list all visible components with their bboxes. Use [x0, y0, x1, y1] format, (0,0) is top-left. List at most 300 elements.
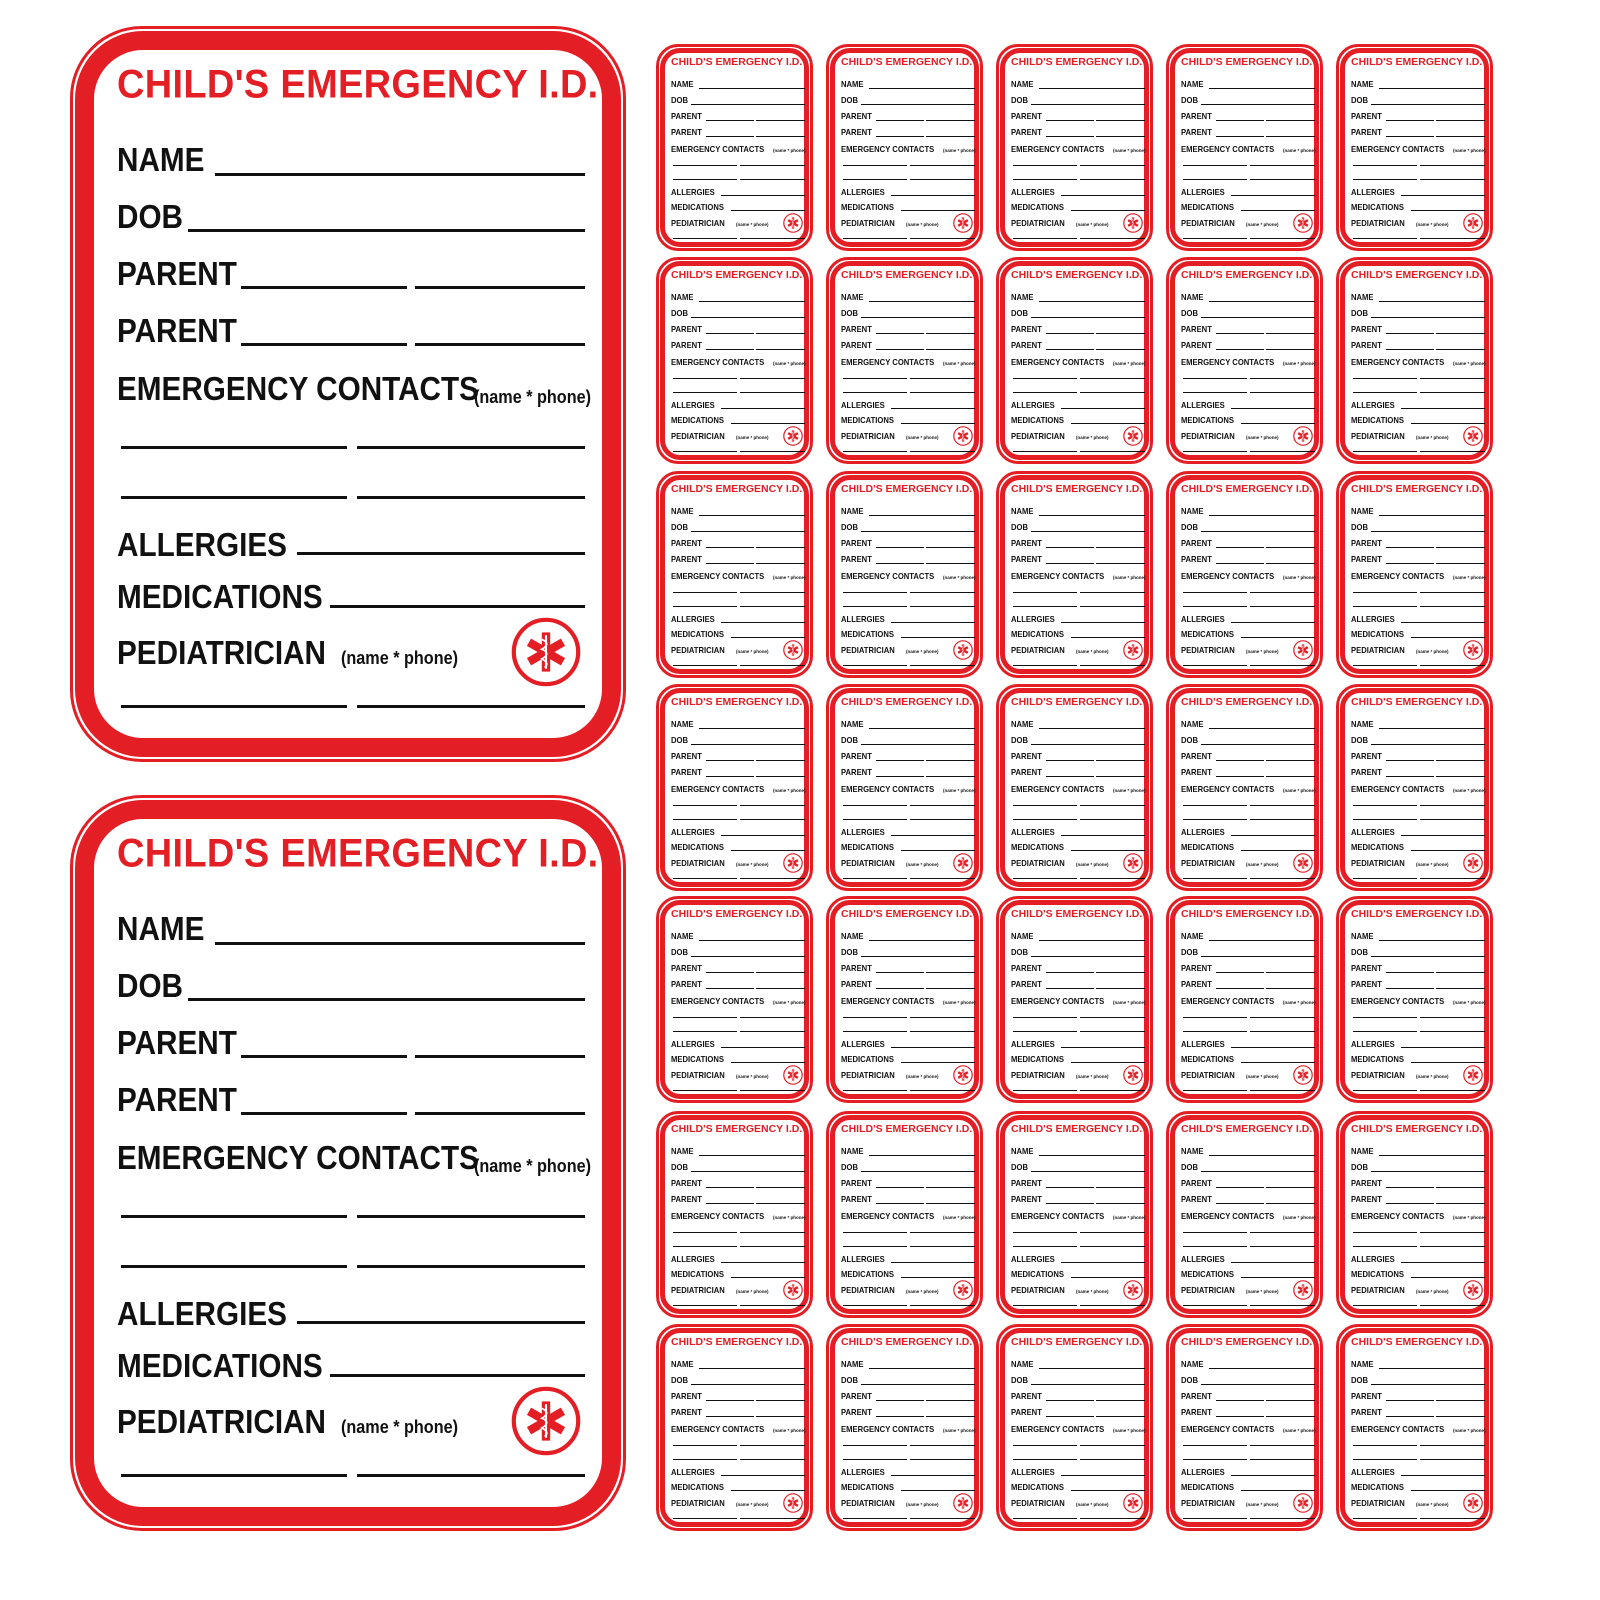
allergies-line [1401, 195, 1485, 196]
parent-line [926, 333, 975, 334]
parent-label: PARENT [1351, 340, 1382, 350]
name-label: NAME [671, 292, 694, 302]
parent-line [1436, 988, 1485, 989]
contact-line [673, 1246, 737, 1247]
card-title: CHILD'S EMERGENCY I.D. [1011, 908, 1143, 920]
medications-label: MEDICATIONS [841, 629, 894, 639]
medications-line [1411, 1277, 1485, 1278]
parent-line [1096, 1187, 1145, 1188]
parent-line [706, 1416, 754, 1417]
name-line [699, 515, 805, 516]
dob-line [1031, 1171, 1145, 1172]
pediatrician-line [843, 1090, 907, 1091]
medications-label: MEDICATIONS [1351, 1269, 1404, 1279]
parent-label: PARENT [117, 255, 237, 292]
dob-label: DOB [841, 522, 859, 532]
parent-line [1046, 1203, 1094, 1204]
pediatrician-note: (name * phone) [1416, 1074, 1449, 1079]
emergency-contacts-label: EMERGENCY CONTACTS [1011, 144, 1105, 154]
parent-line [415, 1112, 585, 1115]
contact-line [1183, 606, 1247, 607]
allergies-line [891, 1262, 975, 1263]
dob-line [1031, 744, 1145, 745]
parent-label: PARENT [1011, 1391, 1042, 1401]
contact-line [843, 1445, 907, 1446]
pediatrician-line [1420, 665, 1485, 666]
medications-line [901, 637, 975, 638]
parent-line [1436, 1203, 1485, 1204]
name-label: NAME [1351, 79, 1374, 89]
star-of-life-icon [511, 1386, 581, 1456]
pediatrician-line [673, 665, 737, 666]
dob-label: DOB [1351, 947, 1369, 957]
parent-label: PARENT [841, 751, 872, 761]
small-id-card [1166, 471, 1323, 678]
contact-line [357, 446, 585, 449]
contact-line [1183, 1445, 1247, 1446]
medications-line [731, 423, 805, 424]
parent-line [756, 547, 805, 548]
parent-line [1436, 136, 1485, 137]
name-line [1209, 515, 1315, 516]
parent-line [756, 1400, 805, 1401]
pediatrician-note: (name * phone) [1416, 435, 1449, 440]
contact-line [1420, 819, 1485, 820]
parent-label: PARENT [1181, 538, 1212, 548]
name-line [1379, 728, 1485, 729]
pediatrician-note: (name * phone) [1076, 1502, 1109, 1507]
parent-line [1436, 120, 1485, 121]
medications-label: MEDICATIONS [1351, 842, 1404, 852]
dob-line [188, 998, 585, 1001]
name-label: NAME [671, 719, 694, 729]
parent-line [1046, 972, 1094, 973]
parent-line [876, 760, 924, 761]
pediatrician-label: PEDIATRICIAN [671, 858, 725, 868]
card-title: CHILD'S EMERGENCY I.D. [1351, 696, 1483, 708]
allergies-line [1231, 622, 1315, 623]
small-id-card [1166, 1111, 1323, 1318]
dob-line [691, 1171, 805, 1172]
allergies-line [1231, 408, 1315, 409]
pediatrician-line [740, 665, 805, 666]
contacts-note: (name * phone) [773, 1215, 806, 1220]
contacts-note: (name * phone) [943, 788, 976, 793]
contact-line [1013, 165, 1077, 166]
contacts-note: (name * phone) [943, 1215, 976, 1220]
parent-line [1386, 760, 1434, 761]
contact-line [673, 392, 737, 393]
contact-line [673, 1017, 737, 1018]
parent-line [1216, 1416, 1264, 1417]
dob-label: DOB [1351, 308, 1369, 318]
pediatrician-line [1183, 878, 1247, 879]
dob-label: DOB [671, 947, 689, 957]
emergency-contacts-label: EMERGENCY CONTACTS [841, 1424, 935, 1434]
allergies-label: ALLERGIES [1351, 1467, 1395, 1477]
contact-line [740, 179, 805, 180]
parent-label: PARENT [1351, 751, 1382, 761]
star-of-life-icon [783, 1065, 803, 1085]
name-line [1039, 728, 1145, 729]
contact-line [1013, 179, 1077, 180]
pediatrician-label: PEDIATRICIAN [1351, 431, 1405, 441]
parent-line [706, 988, 754, 989]
allergies-label: ALLERGIES [1011, 400, 1055, 410]
dob-label: DOB [671, 1162, 689, 1172]
contacts-note: (name * phone) [1283, 148, 1316, 153]
medications-line [1071, 1277, 1145, 1278]
card-title: CHILD'S EMERGENCY I.D. [671, 1336, 803, 1348]
parent-line [706, 760, 754, 761]
medications-line [901, 423, 975, 424]
contact-line [1353, 1246, 1417, 1247]
star-of-life-icon [953, 853, 973, 873]
parent-label: PARENT [1011, 1407, 1042, 1417]
medications-label: MEDICATIONS [841, 842, 894, 852]
small-id-card [1336, 896, 1493, 1103]
contact-line [843, 1459, 907, 1460]
parent-line [1436, 1187, 1485, 1188]
contact-line [1420, 1232, 1485, 1233]
parent-line [415, 343, 585, 346]
card-title: CHILD'S EMERGENCY I.D. [841, 696, 973, 708]
contact-line [121, 1265, 347, 1268]
emergency-contacts-label: EMERGENCY CONTACTS [841, 1211, 935, 1221]
name-line [1209, 301, 1315, 302]
dob-label: DOB [1351, 735, 1369, 745]
name-label: NAME [1351, 719, 1374, 729]
parent-line [1216, 563, 1264, 564]
dob-line [861, 317, 975, 318]
contact-line [1353, 1232, 1417, 1233]
pediatrician-line [1250, 451, 1315, 452]
dob-line [691, 1384, 805, 1385]
card-title: CHILD'S EMERGENCY I.D. [1181, 56, 1313, 68]
parent-label: PARENT [1011, 979, 1042, 989]
contacts-note: (name * phone) [1283, 361, 1316, 366]
name-line [869, 301, 975, 302]
star-of-life-icon [1123, 640, 1143, 660]
contact-line [1080, 1232, 1145, 1233]
medications-label: MEDICATIONS [1351, 202, 1404, 212]
star-of-life-icon [1463, 1493, 1483, 1513]
name-label: NAME [671, 79, 694, 89]
allergies-label: ALLERGIES [1181, 400, 1225, 410]
dob-line [1371, 317, 1485, 318]
small-id-card [1336, 257, 1493, 464]
star-of-life-icon [953, 1493, 973, 1513]
parent-label: PARENT [1011, 1178, 1042, 1188]
contact-line [1080, 1017, 1145, 1018]
emergency-contacts-label: EMERGENCY CONTACTS [1181, 1211, 1275, 1221]
dob-line [861, 744, 975, 745]
name-line [699, 88, 805, 89]
medications-label: MEDICATIONS [671, 629, 724, 639]
pediatrician-line [1420, 451, 1485, 452]
pediatrician-line [673, 1518, 737, 1519]
parent-label: PARENT [1011, 127, 1042, 137]
medications-label: MEDICATIONS [1011, 1482, 1064, 1492]
contacts-note: (name * phone) [773, 1000, 806, 1005]
contact-line [1080, 606, 1145, 607]
name-label: NAME [1011, 931, 1034, 941]
card-title: CHILD'S EMERGENCY I.D. [1181, 483, 1313, 495]
allergies-line [721, 622, 805, 623]
contacts-note: (name * phone) [943, 148, 976, 153]
contact-line [843, 165, 907, 166]
name-label: NAME [117, 141, 205, 178]
contact-line [1013, 1246, 1077, 1247]
parent-line [1046, 1416, 1094, 1417]
allergies-label: ALLERGIES [1181, 187, 1225, 197]
dob-line [691, 317, 805, 318]
medications-line [901, 210, 975, 211]
small-id-card [826, 1324, 983, 1531]
contacts-note: (name * phone) [943, 361, 976, 366]
pediatrician-label: PEDIATRICIAN [841, 1498, 895, 1508]
pediatrician-line [1250, 1090, 1315, 1091]
contact-line [1250, 805, 1315, 806]
pediatrician-line [1353, 451, 1417, 452]
allergies-label: ALLERGIES [1351, 827, 1395, 837]
star-of-life-icon [1293, 213, 1313, 233]
parent-line [1046, 1400, 1094, 1401]
pediatrician-label: PEDIATRICIAN [1351, 1070, 1405, 1080]
dob-line [1201, 956, 1315, 957]
large-id-card [70, 26, 626, 762]
parent-line [706, 1203, 754, 1204]
contact-line [1353, 1445, 1417, 1446]
pediatrician-line [910, 238, 975, 239]
pediatrician-note: (name * phone) [736, 1074, 769, 1079]
parent-line [926, 120, 975, 121]
parent-label: PARENT [1351, 324, 1382, 334]
pediatrician-line [740, 1305, 805, 1306]
parent-line [876, 1400, 924, 1401]
star-of-life-icon [1293, 1280, 1313, 1300]
pediatrician-line [1183, 665, 1247, 666]
small-id-card [656, 1111, 813, 1318]
parent-line [1386, 1187, 1434, 1188]
medications-label: MEDICATIONS [671, 1054, 724, 1064]
parent-line [756, 349, 805, 350]
star-of-life-icon [1123, 213, 1143, 233]
card-title: CHILD'S EMERGENCY I.D. [671, 56, 803, 68]
parent-line [1266, 563, 1315, 564]
emergency-contacts-label: EMERGENCY CONTACTS [1011, 996, 1105, 1006]
allergies-label: ALLERGIES [1011, 187, 1055, 197]
emergency-contacts-label: EMERGENCY CONTACTS [1181, 571, 1275, 581]
pediatrician-note: (name * phone) [1246, 1074, 1279, 1079]
contact-line [910, 165, 975, 166]
parent-line [876, 333, 924, 334]
allergies-label: ALLERGIES [1011, 1254, 1055, 1264]
medications-label: MEDICATIONS [1181, 415, 1234, 425]
parent-label: PARENT [841, 127, 872, 137]
card-title: CHILD'S EMERGENCY I.D. [841, 483, 973, 495]
contact-line [1353, 1459, 1417, 1460]
pediatrician-line [1353, 1090, 1417, 1091]
contacts-note: (name * phone) [1453, 361, 1486, 366]
dob-label: DOB [671, 95, 689, 105]
star-of-life-icon [1293, 640, 1313, 660]
name-line [1209, 728, 1315, 729]
name-label: NAME [1351, 1146, 1374, 1156]
dob-label: DOB [1181, 947, 1199, 957]
medications-label: MEDICATIONS [1011, 1054, 1064, 1064]
dob-line [691, 956, 805, 957]
card-title: CHILD'S EMERGENCY I.D. [671, 483, 803, 495]
dob-line [1371, 956, 1485, 957]
contact-line [1250, 1459, 1315, 1460]
parent-line [706, 136, 754, 137]
small-id-card [996, 684, 1153, 891]
contact-line [1353, 805, 1417, 806]
parent-line [876, 120, 924, 121]
parent-line [1216, 988, 1264, 989]
star-of-life-icon [783, 853, 803, 873]
emergency-contacts-label: EMERGENCY CONTACTS [1181, 996, 1275, 1006]
small-id-card [826, 257, 983, 464]
contact-line [1353, 1017, 1417, 1018]
parent-label: PARENT [117, 1024, 237, 1061]
medications-label: MEDICATIONS [841, 1269, 894, 1279]
small-id-card [1336, 471, 1493, 678]
small-id-card [996, 257, 1153, 464]
pediatrician-line [910, 878, 975, 879]
parent-label: PARENT [841, 324, 872, 334]
allergies-label: ALLERGIES [1351, 400, 1395, 410]
name-line [869, 728, 975, 729]
parent-line [1266, 547, 1315, 548]
emergency-contacts-label: EMERGENCY CONTACTS [1011, 1211, 1105, 1221]
contact-line [1013, 1445, 1077, 1446]
name-line [1039, 1368, 1145, 1369]
allergies-line [1231, 1262, 1315, 1263]
contacts-note: (name * phone) [1113, 575, 1146, 580]
parent-line [241, 286, 407, 289]
pediatrician-note: (name * phone) [1076, 649, 1109, 654]
pediatrician-label: PEDIATRICIAN [1181, 858, 1235, 868]
pediatrician-note: (name * phone) [1416, 1502, 1449, 1507]
pediatrician-line [1013, 1305, 1077, 1306]
medications-line [1241, 210, 1315, 211]
contact-line [910, 378, 975, 379]
medications-label: MEDICATIONS [671, 1269, 724, 1279]
parent-label: PARENT [1011, 1194, 1042, 1204]
parent-line [1266, 349, 1315, 350]
medications-line [1241, 1490, 1315, 1491]
dob-label: DOB [1011, 1375, 1029, 1385]
name-line [1039, 1155, 1145, 1156]
star-of-life-icon [783, 1493, 803, 1513]
medications-label: MEDICATIONS [1181, 629, 1234, 639]
pediatrician-label: PEDIATRICIAN [671, 1498, 725, 1508]
parent-label: PARENT [1011, 111, 1042, 121]
small-id-card [1166, 896, 1323, 1103]
contact-line [357, 496, 585, 499]
pediatrician-note: (name * phone) [906, 1289, 939, 1294]
parent-label: PARENT [841, 963, 872, 973]
contact-line [843, 1031, 907, 1032]
dob-line [691, 531, 805, 532]
name-line [869, 515, 975, 516]
dob-line [691, 104, 805, 105]
contact-line [1183, 1232, 1247, 1233]
contact-line [1183, 1017, 1247, 1018]
parent-label: PARENT [1351, 963, 1382, 973]
contact-line [740, 1017, 805, 1018]
pediatrician-line [1250, 1305, 1315, 1306]
parent-label: PARENT [671, 324, 702, 334]
emergency-contacts-label: EMERGENCY CONTACTS [671, 784, 765, 794]
medications-label: MEDICATIONS [671, 415, 724, 425]
contact-line [910, 1246, 975, 1247]
emergency-contacts-label: EMERGENCY CONTACTS [1351, 144, 1445, 154]
medications-line [1411, 1490, 1485, 1491]
dob-label: DOB [1011, 95, 1029, 105]
parent-line [756, 1416, 805, 1417]
parent-line [706, 776, 754, 777]
name-line [1039, 515, 1145, 516]
contacts-note: (name * phone) [773, 1428, 806, 1433]
star-of-life-icon [1293, 426, 1313, 446]
allergies-line [1401, 1475, 1485, 1476]
parent-line [1096, 760, 1145, 761]
dob-label: DOB [1011, 735, 1029, 745]
medications-line [1411, 637, 1485, 638]
allergies-line [891, 195, 975, 196]
contact-line [843, 819, 907, 820]
dob-label: DOB [1011, 522, 1029, 532]
parent-label: PARENT [1351, 1391, 1382, 1401]
pediatrician-label: PEDIATRICIAN [841, 858, 895, 868]
dob-label: DOB [1181, 95, 1199, 105]
medications-label: MEDICATIONS [1181, 1054, 1234, 1064]
allergies-line [721, 1047, 805, 1048]
contact-line [1250, 1232, 1315, 1233]
parent-label: PARENT [1011, 324, 1042, 334]
parent-line [1096, 1203, 1145, 1204]
contacts-note: (name * phone) [1113, 361, 1146, 366]
pediatrician-line [357, 705, 585, 708]
name-line [869, 1368, 975, 1369]
name-line [869, 88, 975, 89]
name-label: NAME [841, 292, 864, 302]
parent-line [1216, 972, 1264, 973]
pediatrician-line [673, 238, 737, 239]
parent-label: PARENT [1181, 979, 1212, 989]
parent-line [1096, 972, 1145, 973]
contact-line [1353, 606, 1417, 607]
parent-label: PARENT [671, 1391, 702, 1401]
medications-line [1411, 850, 1485, 851]
contact-line [843, 1017, 907, 1018]
parent-line [1266, 988, 1315, 989]
contact-line [1013, 819, 1077, 820]
contact-line [1183, 165, 1247, 166]
emergency-contacts-label: EMERGENCY CONTACTS [671, 144, 765, 154]
dob-label: DOB [1351, 1375, 1369, 1385]
dob-label: DOB [841, 735, 859, 745]
parent-label: PARENT [1011, 554, 1042, 564]
contact-line [843, 1232, 907, 1233]
allergies-line [297, 1321, 585, 1324]
parent-line [1096, 349, 1145, 350]
parent-line [1436, 776, 1485, 777]
parent-label: PARENT [841, 1178, 872, 1188]
